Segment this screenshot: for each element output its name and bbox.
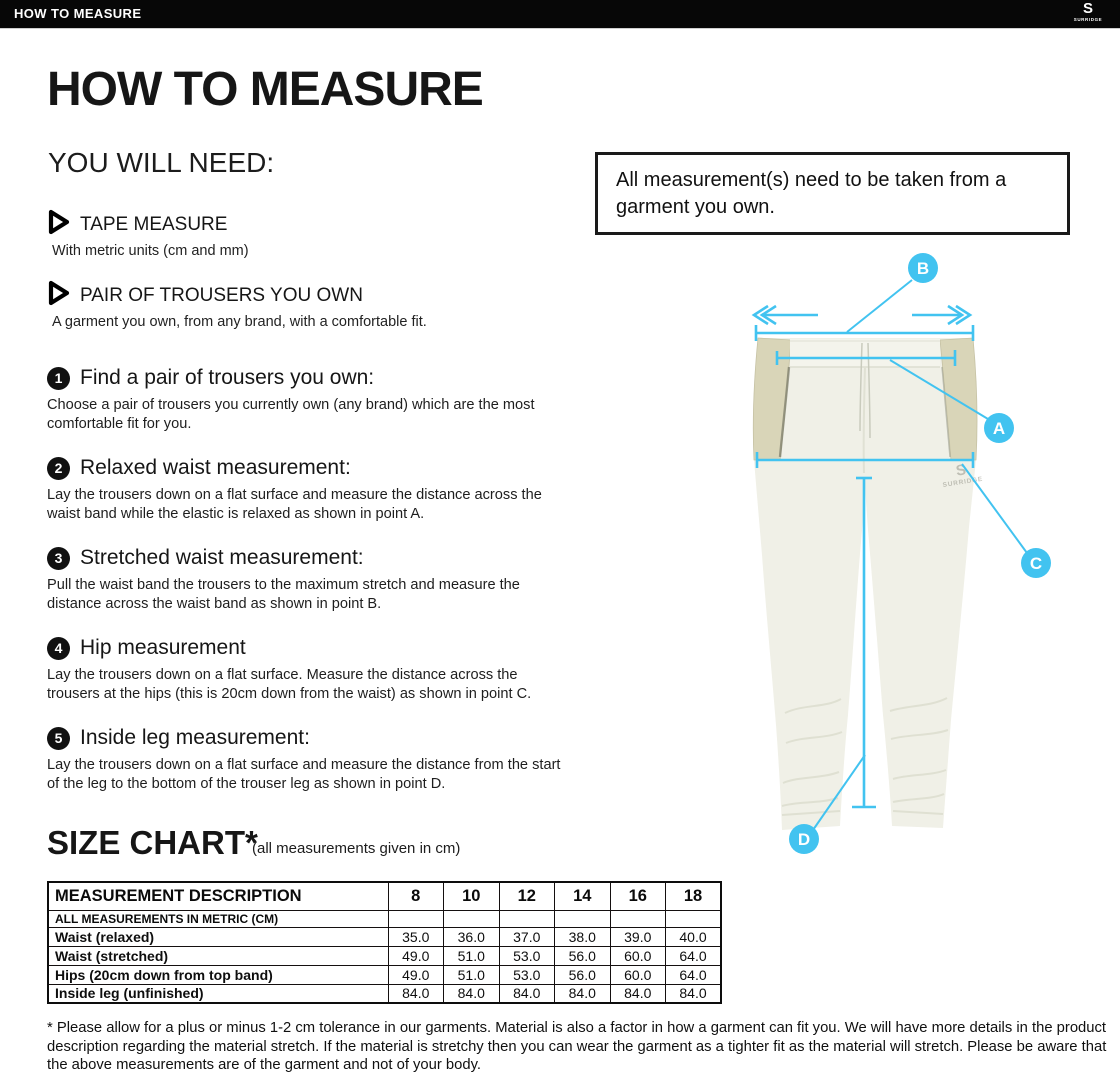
row-label: Waist (stretched) (48, 946, 388, 965)
brand-name: SURRIDGE (1073, 17, 1103, 22)
cell: 84.0 (555, 984, 611, 1003)
svg-text:SURRIDGE: SURRIDGE (942, 475, 984, 490)
need-item-tape-measure (48, 209, 568, 259)
cell: 84.0 (666, 984, 722, 1003)
cell: 38.0 (555, 927, 611, 946)
step-number-badge: 3 (47, 547, 70, 570)
diagram-label-c: C (1029, 554, 1043, 573)
cell: 60.0 (610, 946, 666, 965)
diagram-label-a: A (992, 419, 1006, 438)
column-header: 10 (444, 882, 500, 910)
empty-cell (444, 910, 500, 927)
metric-label: ALL MEASUREMENTS IN METRIC (CM) (48, 910, 388, 927)
cell: 64.0 (666, 965, 722, 984)
brand-s-icon: S (1082, 0, 1093, 17)
cell: 60.0 (610, 965, 666, 984)
need-item-trousers (48, 280, 568, 330)
step-number-badge: 4 (47, 637, 70, 660)
column-header: 12 (499, 882, 555, 910)
cell: 35.0 (388, 927, 444, 946)
empty-cell (555, 910, 611, 927)
row-label: Inside leg (unfinished) (48, 984, 388, 1003)
cell: 56.0 (555, 946, 611, 965)
step-3 (47, 546, 574, 614)
step-number-badge: 5 (47, 727, 70, 750)
cell: 84.0 (444, 984, 500, 1003)
page-title: HOW TO MEASURE (47, 63, 483, 116)
cell: 53.0 (499, 965, 555, 984)
footnote: * Please allow for a plus or minus 1-2 cm tolerance in our garments. Material is also a factor in how a garment can fit you. We will have more details in the product description regarding the material stretch. If the material is stretchy then you can wear the garment as a tighter fit as the material will stretch. Please be aware that the above measurements are of the garment and not of your body. (47, 1020, 1107, 1074)
column-header: MEASUREMENT DESCRIPTION (48, 882, 388, 910)
svg-text:S: S (954, 461, 968, 480)
cell: 40.0 (666, 927, 722, 946)
cell: 37.0 (499, 927, 555, 946)
step-1 (47, 366, 574, 434)
cell: 84.0 (388, 984, 444, 1003)
step-number-badge: 1 (47, 367, 70, 390)
trousers-diagram (690, 245, 1090, 875)
cell: 64.0 (666, 946, 722, 965)
table-row (48, 946, 721, 965)
empty-cell (499, 910, 555, 927)
note-box: All measurement(s) need to be taken from a garment you own. (595, 152, 1070, 235)
column-header: 18 (666, 882, 722, 910)
step-heading: Find a pair of trousers you own: (80, 366, 375, 389)
cell: 56.0 (555, 965, 611, 984)
cell: 51.0 (444, 965, 500, 984)
table-header-row (48, 882, 721, 910)
step-5 (47, 726, 574, 794)
table-metric-row (48, 910, 721, 927)
cell: 84.0 (610, 984, 666, 1003)
need-item-description: With metric units (cm and mm) (52, 243, 249, 259)
empty-cell (388, 910, 444, 927)
you-will-need-heading: YOU WILL NEED: (48, 147, 275, 178)
cell: 36.0 (444, 927, 500, 946)
triangle-bullet-icon (48, 280, 71, 311)
cell: 49.0 (388, 965, 444, 984)
size-chart-heading: SIZE CHART* (47, 824, 258, 861)
step-body: Lay the trousers down on a flat surface and measure the distance from the start of the leg to the bottom of the trouser leg as shown in point D. (47, 757, 561, 792)
step-heading: Stretched waist measurement: (80, 546, 364, 569)
step-heading: Relaxed waist measurement: (80, 456, 351, 479)
step-body: Pull the waist band the trousers to the maximum stretch and measure the distance across the waist band as shown in point B. (47, 577, 520, 612)
step-number-badge: 2 (47, 457, 70, 480)
step-heading: Hip measurement (80, 636, 246, 659)
step-body: Lay the trousers down on a flat surface. Measure the distance across the trousers at the hips (this is 20cm down from the waist) as shown in point C. (47, 667, 532, 702)
cell: 53.0 (499, 946, 555, 965)
step-heading: Inside leg measurement: (80, 726, 310, 749)
cell: 49.0 (388, 946, 444, 965)
column-header: 14 (555, 882, 611, 910)
step-2 (47, 456, 574, 524)
need-item-label: TAPE MEASURE (80, 213, 228, 235)
cell: 39.0 (610, 927, 666, 946)
top-bar-title: HOW TO MEASURE (14, 6, 142, 21)
step-body: Lay the trousers down on a flat surface and measure the distance across the waist band while the elastic is relaxed as shown in point A. (47, 487, 542, 522)
size-chart-subheading: (all measurements given in cm) (252, 840, 461, 857)
table-row (48, 927, 721, 946)
column-header: 16 (610, 882, 666, 910)
cell: 51.0 (444, 946, 500, 965)
brand-logo (1066, 1, 1110, 22)
need-item-label: PAIR OF TROUSERS YOU OWN (80, 284, 363, 306)
table-row (48, 984, 721, 1003)
step-body: Choose a pair of trousers you currently own (any brand) which are the most comfortable fit for you. (47, 397, 535, 432)
step-4 (47, 636, 574, 704)
need-item-description: A garment you own, from any brand, with a comfortable fit. (52, 314, 427, 330)
row-label: Waist (relaxed) (48, 927, 388, 946)
top-bar (0, 0, 1120, 29)
diagram-label-d: D (797, 830, 811, 849)
diagram-label-b: B (916, 259, 930, 278)
row-label: Hips (20cm down from top band) (48, 965, 388, 984)
empty-cell (610, 910, 666, 927)
size-chart-table (47, 881, 722, 1004)
triangle-bullet-icon (48, 209, 71, 240)
column-header: 8 (388, 882, 444, 910)
empty-cell (666, 910, 722, 927)
table-row (48, 965, 721, 984)
cell: 84.0 (499, 984, 555, 1003)
